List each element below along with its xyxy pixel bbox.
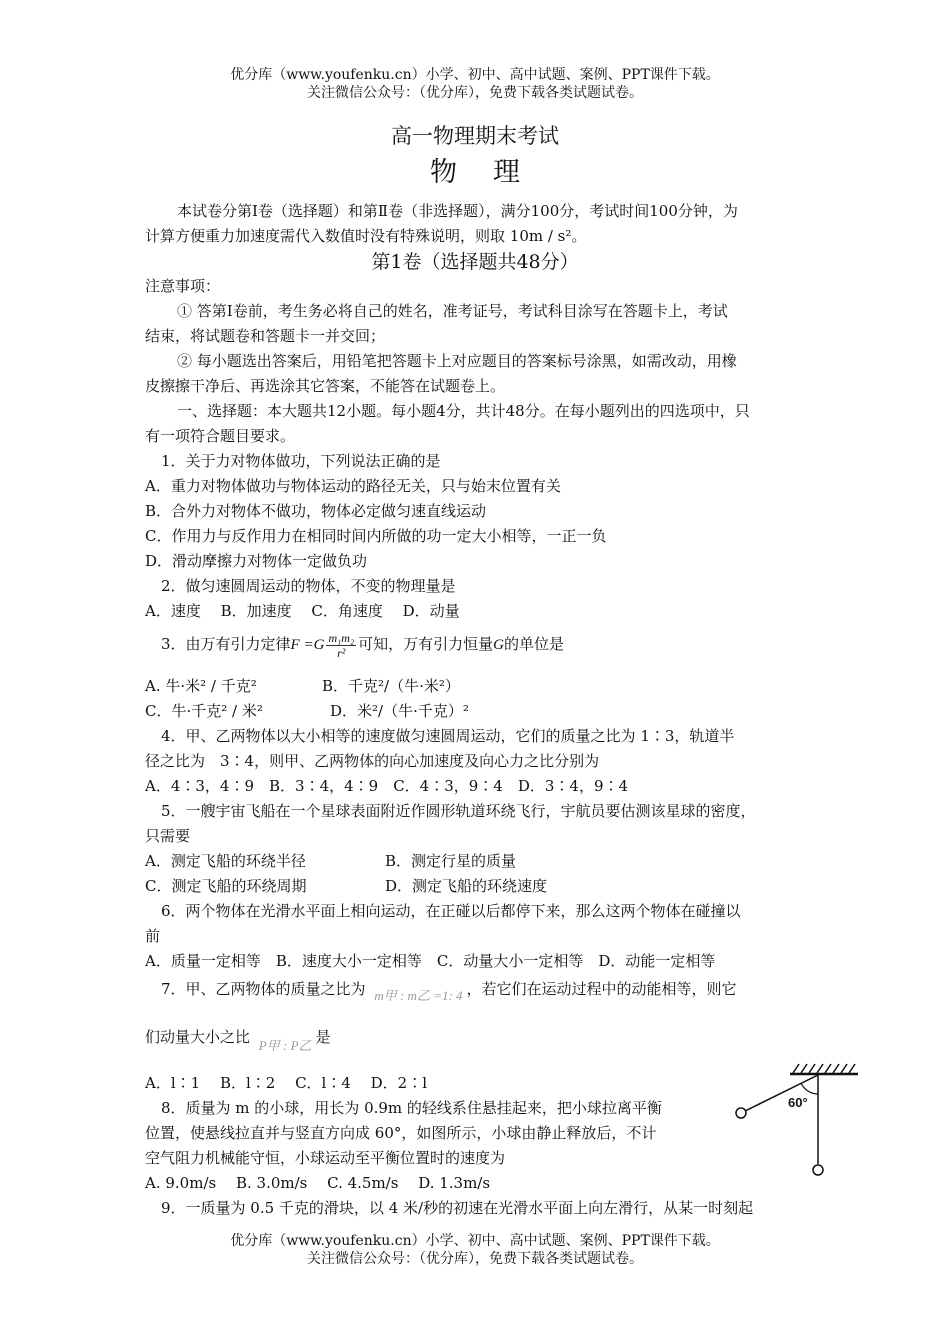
q7-stem2-post: 是 (315, 1028, 331, 1046)
q6-stem-line2: 前 (145, 927, 161, 945)
q8-stem-line1: 8．质量为 m 的小球，用长为 0.9m 的轻线系住悬挂起来，把小球拉离平衡 (161, 1099, 662, 1117)
q2-stem: 2．做匀速圆周运动的物体，不变的物理量是 (161, 577, 456, 595)
exam-title: 高一物理期末考试 (391, 124, 559, 148)
q7-stem-pre: 7．甲、乙两物体的质量之比为 (161, 980, 366, 998)
q8-options: A. 9.0m/s B. 3.0m/s C. 4.5m/s D. 1.3m/s (145, 1174, 491, 1192)
q3-stem-mid: 可知，万有引力恒量 (358, 635, 494, 653)
q7-stem2-pre: 们动量大小之比 (145, 1028, 251, 1046)
q1-option-b: B．合外力对物体不做功，物体必定做匀速直线运动 (145, 502, 487, 520)
q7-options: A．l∶1 B．l∶2 C．l∶4 D．2∶l (145, 1074, 428, 1092)
q3-option-c: C．牛·千克² / 米² (145, 702, 263, 720)
q6-stem-line1: 6．两个物体在光滑水平面上相向运动，在正碰以后都停下来，那么这两个物体在碰撞以 (161, 902, 741, 920)
intro-line2: 计算方便重力加速度需代入数值时没有特殊说明，则取 10m / s²。 (145, 227, 587, 245)
q1-stem: 1．关于力对物体做功，下列说法正确的是 (161, 452, 441, 470)
q5-option-b: B．测定行星的质量 (385, 852, 517, 870)
q3-stem (161, 629, 564, 660)
ceiling-support (790, 1064, 858, 1074)
site-header-line1: 优分库（www.youfenku.cn）小学、初中、高中试题、案例、PPT课件下载。 (230, 67, 720, 83)
q4-options: A．4∶3，4∶9 B．3∶4，4∶9 C．4∶3，9∶4 D．3∶4，9∶4 (145, 777, 629, 795)
q3-option-d: D．米²/（牛·千克）² (330, 702, 469, 720)
q3-formula-lhs: F (290, 637, 300, 653)
q7-mass-ratio: m甲 : m乙 =1: 4 (374, 988, 463, 1003)
q5-option-d: D．测定飞船的环绕速度 (385, 877, 548, 895)
q1-option-d: D．滑动摩擦力对物体一定做负功 (145, 552, 368, 570)
q3-formula-fraction (326, 631, 356, 660)
pendulum-diagram (730, 1060, 865, 1185)
notice-1a: ① 答第Ⅰ卷前，考生务必将自己的姓名，准考证号，考试科目涂写在答题卡上，考试 (177, 302, 728, 320)
q3-option-a: A. 牛·米² / 千克² (145, 677, 257, 695)
section-intro-b: 有一项符合题目要求。 (145, 427, 296, 445)
q9-stem-line1: 9．一质量为 0.5 千克的滑块，以 4 米/秒的初速在光滑水平面上向左滑行，从某一时刻起 (161, 1199, 754, 1217)
q1-option-a: A．重力对物体做功与物体运动的路径无关，只与始末位置有关 (145, 477, 561, 495)
notice-2a: ② 每小题选出答案后，用铅笔把答题卡上对应题目的答案标号涂黑，如需改动，用橡 (177, 352, 737, 370)
q3-option-b: B．千克²/（牛·米²） (322, 677, 460, 695)
q3-stem-var: G (493, 637, 504, 653)
site-header-line2: 关注微信公众号：（优分库），免费下载各类试题试卷。 (307, 85, 643, 101)
angle-arc (801, 1083, 818, 1094)
q7-momentum-ratio: P甲 : P乙 (258, 1038, 312, 1053)
q5-stem-line2: 只需要 (145, 827, 191, 845)
q8-stem-line3: 空气阻力机械能守恒，小球运动至平衡位置时的速度为 (145, 1149, 506, 1167)
q3-formula-numerator: m₁m₂ (328, 630, 355, 645)
q4-stem-line1: 4．甲、乙两物体以大小相等的速度做匀速圆周运动，它们的质量之比为 1∶3，轨道半 (161, 727, 735, 745)
notice-2b: 皮擦擦干净后、再选涂其它答案，不能答在试题卷上。 (145, 377, 506, 395)
q4-stem-line2: 径之比为 3∶4，则甲、乙两物体的向心加速度及向心力之比分别为 (145, 752, 600, 770)
q3-stem-post: 的单位是 (503, 635, 564, 653)
exam-subject: 物理 (430, 157, 556, 188)
volume-heading: 第1卷（选择题共48分） (371, 251, 579, 273)
q7-stem-line2 (145, 1027, 331, 1053)
intro-line1: 本试卷分第Ⅰ卷（选择题）和第Ⅱ卷（非选择题），满分100分，考试时间100分钟，为 (177, 202, 738, 220)
q7-stem-line1 (161, 979, 737, 1003)
site-footer-line2: 关注微信公众号：（优分库），免费下载各类试题试卷。 (307, 1251, 643, 1267)
section-intro-a: 一、选择题：本大题共12小题。每小题4分，共计48分。在每小题列出的四选项中，只 (177, 402, 750, 420)
ball-displaced (736, 1108, 746, 1118)
q2-options: A．速度 B．加速度 C．角速度 D．动量 (145, 602, 460, 620)
q7-stem-post: ，若它们在运动过程中的动能相等，则它 (466, 980, 737, 998)
q3-stem-pre: 3．由万有引力定律 (161, 635, 291, 653)
q3-formula-denominator: r² (337, 645, 346, 660)
site-footer-line1: 优分库（www.youfenku.cn）小学、初中、高中试题、案例、PPT课件下载。 (230, 1233, 720, 1249)
q6-options: A．质量一定相等 B．速度大小一定相等 C．动量大小一定相等 D．动能一定相等 (145, 952, 716, 970)
ball-equilibrium (813, 1165, 823, 1175)
notice-title: 注意事项： (145, 277, 221, 295)
q8-stem-line2: 位置，使悬线拉直并与竖直方向成 60°，如图所示，小球由静止释放后，不计 (145, 1124, 657, 1142)
q1-option-c: C．作用力与反作用力在相同时间内所做的功一定大小相等，一正一负 (145, 527, 607, 545)
q5-stem-line1: 5．一艘宇宙飞船在一个星球表面附近作圆形轨道环绕飞行，宇航员要估测该星球的密度， (161, 802, 756, 820)
q5-option-c: C．测定飞船的环绕周期 (145, 877, 307, 895)
notice-1b: 结束，将试题卷和答题卡一并交回； (145, 327, 386, 345)
q3-formula-eq: =G (299, 637, 325, 653)
angle-label: 60° (788, 1095, 808, 1110)
q5-option-a: A．测定飞船的环绕半径 (145, 852, 306, 870)
